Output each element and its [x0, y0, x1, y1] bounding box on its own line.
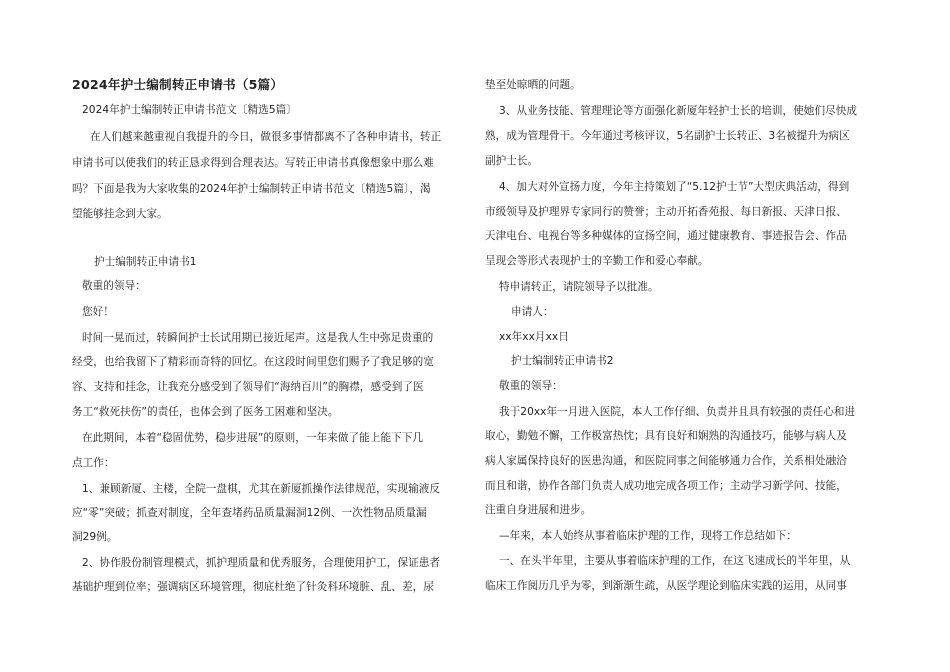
text-line: 取心，勤勉不懈，工作极富热忱；具有良好和娴熟的沟通技巧，能够与病人及 [485, 430, 847, 442]
section-heading: 护士编制转正申请书1 [94, 256, 197, 268]
text-line: —年来，本人始终从事着临床护理的工作，现将工作总结如下： [499, 530, 798, 542]
text-line: 熟，成为管理骨干。今年通过考核评议，5名副护士长转正、3名被提升为病区 [485, 130, 850, 142]
text-line: 呈现会等形式表现护士的辛勤工作和爱心奉献。 [485, 255, 709, 267]
text-line: 容、支持和挂念，让我充分感受到了领导们“海纳百川”的胸襟，感受到了医 [72, 381, 424, 393]
text-line: 临床工作阅历几乎为零，到渐渐生疏，从医学理论到临床实践的运用，从同事 [485, 580, 847, 592]
text-line: 时间一晃而过，转瞬间护士长试用期已接近尾声。这是我人生中弥足贵重的 [82, 332, 434, 344]
request-line: 特申请转正，请院领导予以批准。 [499, 281, 659, 293]
text-line: 病人家属保持良好的医患沟通，和医院同事之间能够通力合作，关系相处融洽 [485, 455, 847, 467]
text-line: 3、从业务技能、管理理论等方面强化新厦年轻护士长的培训，使她们尽快成 [499, 105, 858, 117]
text-line: 望能够挂念到大家。 [72, 208, 168, 220]
text-line: 经受，也给我留下了精彩而奇特的回忆。在这段时间里您们赐予了我足够的宽 [72, 356, 434, 368]
text-line: 市级领导及护理界专家同行的赞誉；主动开拓香苑报、每日新报、天津日报、 [485, 206, 847, 218]
text-line: 在此期间，本着“稳固优势，稳步进展”的原则，一年来做了能上能下下几 [82, 432, 424, 444]
text-line: 基础护理到位率；强调病区环境管理，彻底杜绝了针灸科环境脏、乱、差，尿 [72, 581, 434, 593]
text-line: 务工“救死扶伤”的责任，也体会到了医务工困难和坚决。 [72, 406, 339, 418]
text-line: 点工作： [72, 457, 115, 469]
section-heading: 护士编制转正申请书2 [511, 355, 614, 367]
text-line: 1、兼顾新厦、主楼，全院一盘棋，尤其在新厦抓操作法律规范，实现输液反 [82, 483, 441, 495]
text-line: 我于20xx年一月进入医院，本人工作仔细、负责并且具有较强的责任心和进 [499, 406, 856, 418]
text-line: 而且和谐，协作各部门负责人成功地完成各项工作；主动学习新学问、技能， [485, 480, 847, 492]
text-line: 洞29例。 [72, 531, 118, 543]
applicant-label: 申请人： [511, 306, 554, 318]
text-line: 应“零”突破；抓查对制度，全年查堵药品质量漏洞12例、一次性物品质量漏 [72, 507, 427, 519]
document-title: 2024年护士编制转正申请书（5篇） [72, 77, 284, 92]
salutation: 敬重的领导： [82, 280, 146, 292]
salutation: 敬重的领导： [499, 380, 563, 392]
date-line: xx年xx月xx日 [499, 331, 569, 343]
text-line: 吗？下面是我为大家收集的2024年护士编制转正申请书范文〔精选5篇〕，渴 [72, 183, 431, 195]
text-line: 副护士长。 [485, 155, 539, 167]
text-line: 一、在头半年里，主要从事着临床护理的工作，在这飞速成长的半年里，从 [499, 555, 851, 567]
text-line: 申请书可以使我们的转正恳求得到合理表达。写转正申请书真像想象中那么难 [72, 157, 434, 169]
text-line: 4、加大对外宣扬力度，今年主持策划了“5.12护士节”大型庆典活动，得到 [499, 181, 850, 193]
text-line: 在人们越来越重视自我提升的今日，做很多事情都离不了各种申请书，转正 [90, 131, 442, 143]
text-line: 垫至处晾晒的问题。 [485, 79, 581, 91]
text-line: 2、协作股份制管理模式，抓护理质量和优秀服务，合理使用护工，保证患者 [82, 557, 441, 569]
subtitle-line: 2024年护士编制转正申请书范文〔精选5篇〕 [82, 104, 297, 116]
text-line: 注重自身进展和进步。 [485, 504, 592, 516]
greeting: 您好！ [82, 306, 114, 318]
text-line: 天津电台、电视台等多种媒体的宣扬空间，通过健康教育、事迹报告会、作品 [485, 230, 847, 242]
